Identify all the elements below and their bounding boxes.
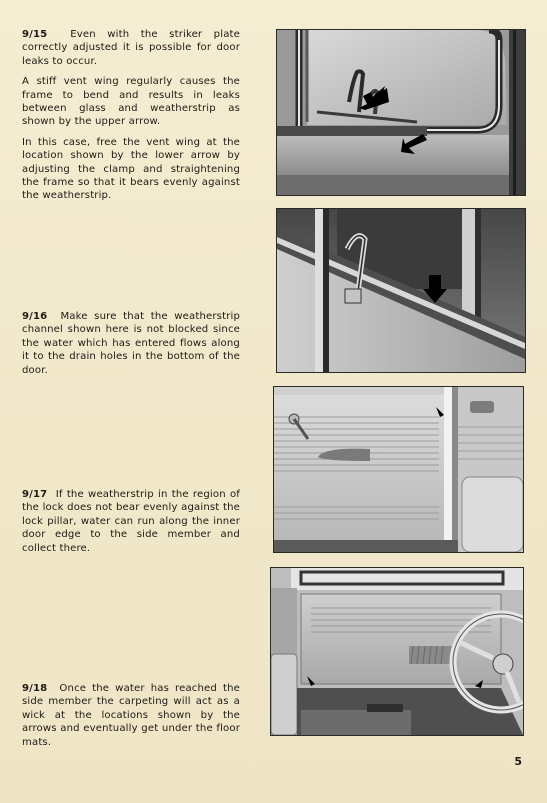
paragraph-text: Once the water has reached the side member the carpeting will act as a wick at the locations shown by the arrows and eventually get under the floor mats. xyxy=(22,683,241,748)
paragraph-text: In this case, free the vent wing at the location shown by the lower arrow by adjusting the clamp and straightening the frame so that it bears evenly against the weatherstrip. xyxy=(22,136,240,202)
photo-interior-carpet xyxy=(270,567,524,736)
paragraph-text: Even with the striker plate correctly adjusted it is possible for door leaks to occur. xyxy=(22,29,240,67)
section-number: 9/17 xyxy=(22,489,48,500)
paragraph-text: If the weatherstrip in the region of the lock does not bear evenly against the lock pillar, water can run along the inner door edge to the side member and collect there. xyxy=(22,489,240,554)
paragraph-text: A stiff vent wing regularly causes the frame to bend and results in leaks between glass and weatherstrip as shown by the upper arrow. xyxy=(22,76,240,128)
section-9-18 xyxy=(22,682,240,756)
section-9-17 xyxy=(22,488,240,562)
paragraph-text: Make sure that the weatherstrip channel shown here is not blocked since the water which has entered flows along it to the drain holes in the bottom of the door. xyxy=(22,311,241,376)
section-9-15 xyxy=(22,28,240,210)
page-number: 5 xyxy=(514,755,522,768)
photo-vent-wing xyxy=(276,29,526,196)
section-number: 9/18 xyxy=(22,683,48,694)
section-number: 9/15 xyxy=(22,29,48,40)
section-9-16 xyxy=(22,310,240,384)
photo-weatherstrip-channel xyxy=(276,208,526,373)
photo-door-lock-pillar xyxy=(273,386,524,553)
section-number: 9/16 xyxy=(22,311,48,322)
